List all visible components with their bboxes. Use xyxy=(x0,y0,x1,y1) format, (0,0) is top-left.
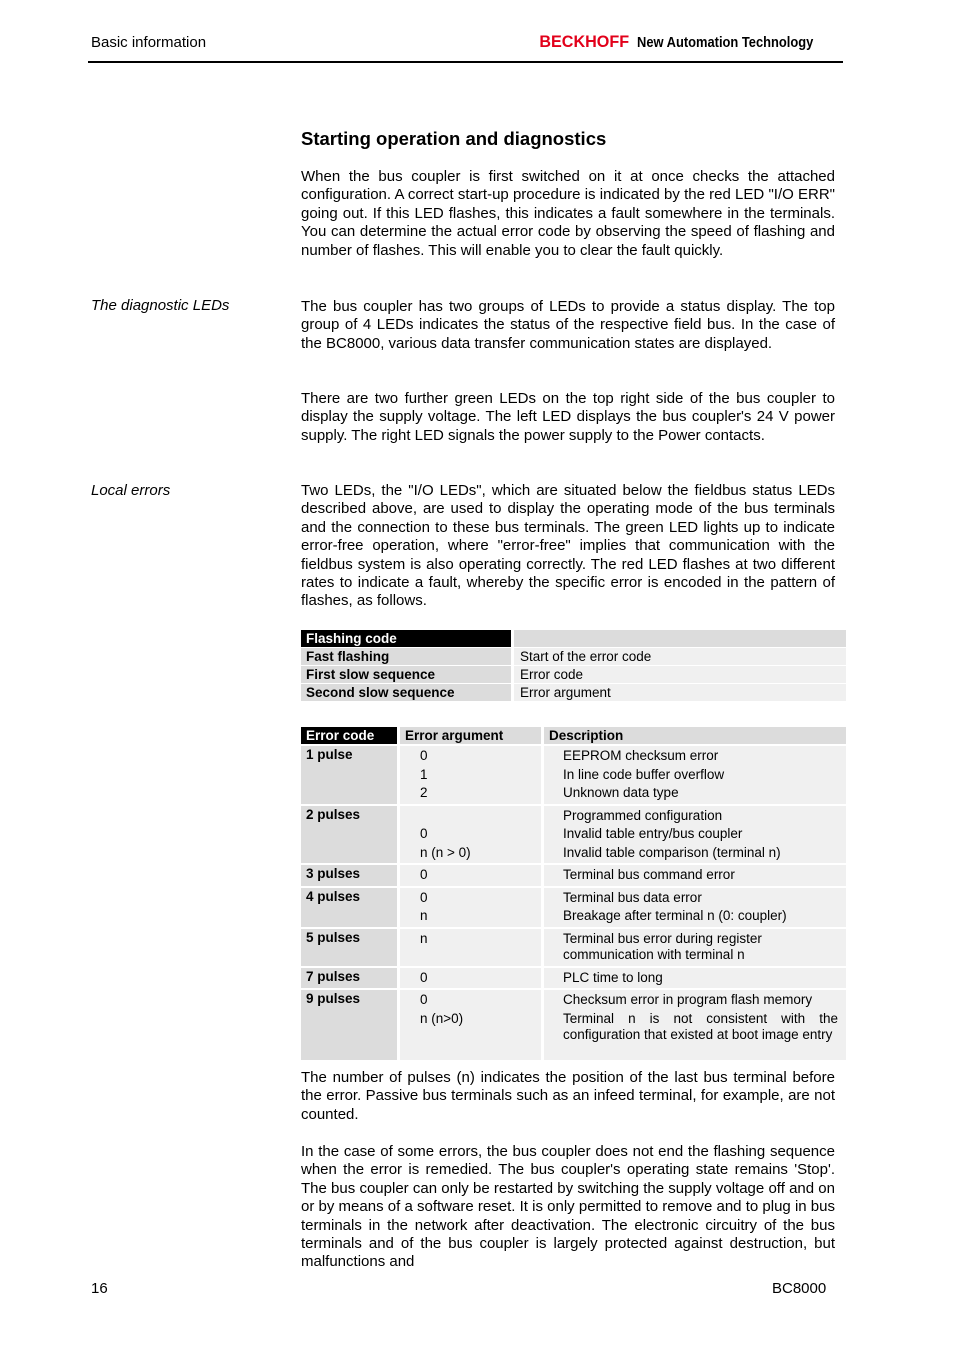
table-row xyxy=(301,990,846,1062)
brand-slogan: New Automation Technology xyxy=(637,34,814,51)
description-text: In line code buffer overflow xyxy=(563,766,725,782)
description-text: Terminal bus data error xyxy=(563,889,702,905)
error-code-cell: 7 pulses xyxy=(301,968,400,991)
description-text: Breakage after terminal n (0: coupler) xyxy=(563,908,787,923)
argument-value: n (n>0) xyxy=(420,1010,464,1026)
table-row xyxy=(301,806,846,866)
description-text: Terminal n is not consistent with the configuration that existed at boot image entry xyxy=(563,1010,838,1042)
brand-logo xyxy=(537,32,842,52)
error-argument-column-header: Error argument xyxy=(400,727,544,746)
description-cell xyxy=(544,865,846,888)
description-text: Checksum error in program flash memory xyxy=(563,992,813,1007)
flash-meaning-cell: Error code xyxy=(514,666,846,684)
table-row xyxy=(301,968,846,991)
argument-value: 0 xyxy=(420,992,428,1007)
error-code-cell: 3 pulses xyxy=(301,865,400,888)
flashing-code-header-blank xyxy=(514,630,846,648)
table-row xyxy=(301,929,846,968)
argument-value: n xyxy=(420,908,428,923)
table-row xyxy=(301,865,846,888)
description-cell xyxy=(544,990,846,1062)
flashing-code-header-row xyxy=(301,630,846,648)
brand-logo-text: BECKHOFF xyxy=(538,32,629,51)
argument-value xyxy=(420,807,536,826)
description-text: Invalid table entry/bus coupler xyxy=(563,826,743,841)
flash-meaning-cell: Start of the error code xyxy=(514,648,846,666)
error-argument-cell xyxy=(400,888,544,929)
description-text: EEPROM checksum error xyxy=(563,748,719,763)
error-argument-cell xyxy=(400,746,544,806)
description-text: Programmed configuration xyxy=(563,807,723,823)
description-text: Invalid table comparison (terminal n) xyxy=(563,844,781,860)
diagnostic-leds-paragraph-1: The bus coupler has two groups of LEDs to provide a status display. The top group of 4 LEDs indicates the status of the respective field bus. In the case of the BC8000, various data transfer communication states are displayed. xyxy=(301,298,835,352)
error-code-cell: 1 pulse xyxy=(301,746,400,806)
error-argument-cell xyxy=(400,865,544,888)
page-title: Starting operation and diagnostics xyxy=(301,128,607,149)
argument-value: 1 xyxy=(420,766,428,782)
argument-value: 0 xyxy=(420,826,428,841)
argument-value: 0 xyxy=(420,748,428,763)
header-section-label: Basic information xyxy=(91,34,207,51)
table-row xyxy=(301,888,846,929)
error-code-cell: 2 pulses xyxy=(301,806,400,866)
error-code-cell: 9 pulses xyxy=(301,990,400,1062)
description-text: Terminal bus error during register communication with terminal n xyxy=(563,930,762,962)
error-argument-cell xyxy=(400,929,544,968)
argument-value: 0 xyxy=(420,889,428,905)
flash-code-cell: First slow sequence xyxy=(301,666,514,684)
closing-paragraph-2: In the case of some errors, the bus coupler does not end the flashing sequence when the error is remedied. The bus coupler's operating state remains 'Stop'. The bus coupler can only be restarted by switching the supply voltage off and on or by means of a software reset. It is only permitted to remove and to plug in bus terminals in the network after deactivation. The electronic circuitry of the bus terminals and of the bus coupler is largely protected against destruction, but malfunctions and xyxy=(301,1143,835,1271)
flashing-code-table xyxy=(301,630,846,702)
description-text: Unknown data type xyxy=(563,785,679,800)
error-code-cell: 4 pulses xyxy=(301,888,400,929)
argument-value: 2 xyxy=(420,785,428,800)
description-cell xyxy=(544,968,846,991)
argument-value: 0 xyxy=(420,969,428,985)
side-label-diagnostic-leds: The diagnostic LEDs xyxy=(91,297,230,314)
description-text: PLC time to long xyxy=(563,969,663,985)
page-number: 16 xyxy=(91,1280,108,1297)
local-errors-paragraph: Two LEDs, the "I/O LEDs", which are situated below the fieldbus status LEDs described above, are used to display the operating mode of the bus terminals and the connection to these bus terminals. The green LED lights up to indicate error-free operation, where "error-free" implies that communication with the fieldbus system is also operating correctly. The red LED flashes at two different rates to indicate a fault, whereby the specific error is encoded in the pattern of flashes, as follows. xyxy=(301,482,835,610)
table-row xyxy=(301,684,846,702)
flash-code-cell: Second slow sequence xyxy=(301,684,514,702)
description-cell xyxy=(544,746,846,806)
closing-paragraph-1: The number of pulses (n) indicates the position of the last bus terminal before the error. Passive bus terminals such as an infeed terminal, for example, are not counted. xyxy=(301,1069,835,1123)
error-table-header-row xyxy=(301,727,846,746)
description-cell xyxy=(544,806,846,866)
argument-value: n (n > 0) xyxy=(420,844,471,860)
flashing-code-header: Flashing code xyxy=(301,630,514,648)
side-label-local-errors: Local errors xyxy=(91,482,171,499)
error-argument-cell xyxy=(400,806,544,866)
diagnostic-leds-paragraph-2: There are two further green LEDs on the top right side of the bus coupler to display the supply voltage. The left LED displays the bus coupler's 24 V power supply. The right LED signals the power supply to the Power contacts. xyxy=(301,390,835,444)
flash-code-cell: Fast flashing xyxy=(301,648,514,666)
table-row xyxy=(301,648,846,666)
argument-value: 0 xyxy=(420,867,428,882)
argument-value: n xyxy=(420,930,428,946)
error-argument-cell xyxy=(400,968,544,991)
description-cell xyxy=(544,929,846,968)
description-cell xyxy=(544,888,846,929)
error-code-column-header: Error code xyxy=(301,727,400,746)
description-column-header: Description xyxy=(544,727,846,746)
header-divider xyxy=(88,61,843,63)
footer-product: BC8000 xyxy=(772,1280,827,1297)
table-row xyxy=(301,746,846,806)
flash-meaning-cell: Error argument xyxy=(514,684,846,702)
table-row xyxy=(301,666,846,684)
error-code-cell: 5 pulses xyxy=(301,929,400,968)
error-code-table xyxy=(301,727,846,1062)
intro-paragraph: When the bus coupler is first switched on it at once checks the attached configuration. A correct start-up procedure is indicated by the red LED "I/O ERR" going out. If this LED flashes, this indicates a fault somewhere in the terminals. You can determine the actual error code by observing the speed of flashing and number of flashes. This will enable you to clear the fault quickly. xyxy=(301,168,835,259)
error-argument-cell xyxy=(400,990,544,1062)
description-text: Terminal bus command error xyxy=(563,867,735,882)
